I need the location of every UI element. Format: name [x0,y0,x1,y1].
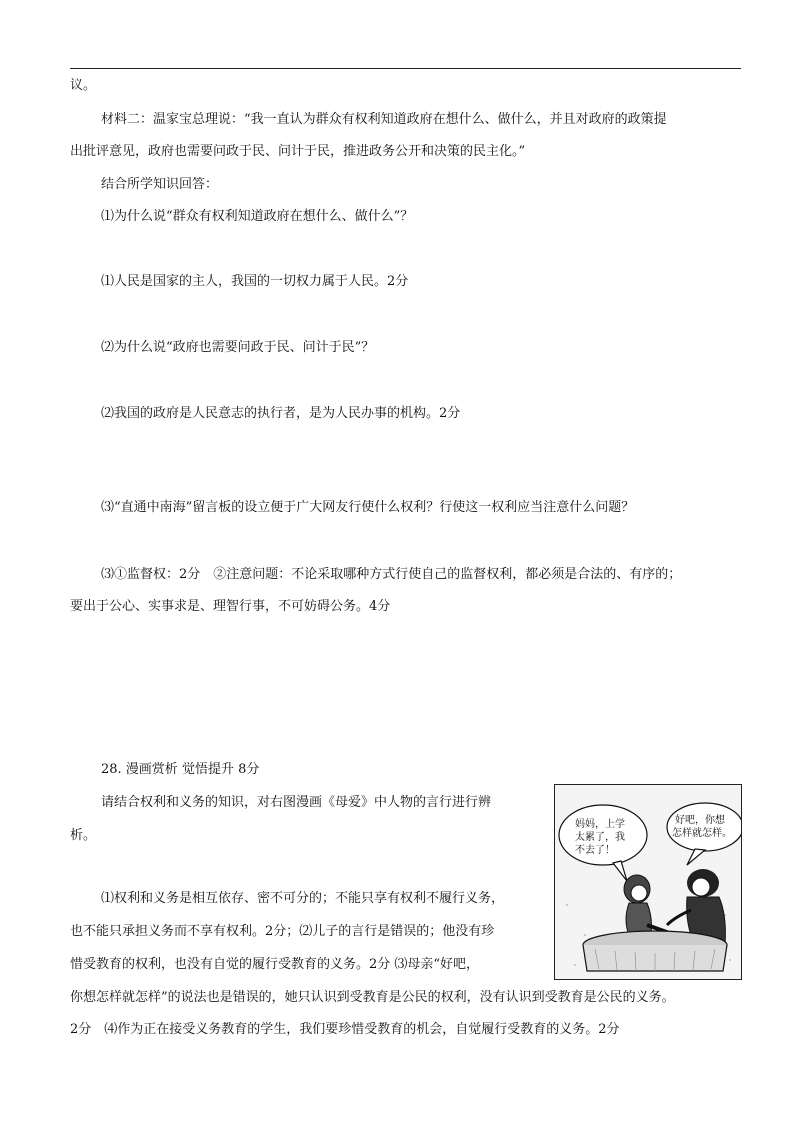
answer-28-line-2: 也不能只承担义务而不享有权利。2分；⑵儿子的言行是错误的；他没有珍 [70,924,495,939]
question-28-prompt-end: 析。 [70,828,97,843]
answer-28-line-3: 惜受教育的权利，也没有自觉的履行受教育的义务。2分 ⑶母亲“好吧， [70,957,480,972]
mother-speech-line-1: 好吧，你想 [675,815,725,826]
answer-1: ⑴人民是国家的主人，我国的一切权力属于人民。2分 [101,274,409,289]
answer-3-line-2: 要出于公心、实事求是、理智行事，不可妨碍公务。4分 [70,599,391,614]
answer-2: ⑵我国的政府是人民意志的执行者，是为人民办事的机构。2分 [101,406,461,421]
header-rule [70,68,741,69]
answer-28-line-1: ⑴权利和义务是相互依存、密不可分的；不能只享有权利不履行义务， [101,891,505,906]
question-28-prompt: 请结合权利和义务的知识，对右图漫画《母爱》中人物的言行进行辨 [101,795,492,810]
cartoon-illustration [555,785,741,979]
question-1: ⑴为什么说“群众有权利知道政府在想什么、做什么”？ [101,209,414,224]
cartoon-mother-love [554,784,742,980]
question-3: ⑶“直通中南海”留言板的设立便于广大网友行使什么权利？行使这一权利应当注意什么问题？ [101,500,635,515]
child-speech-line-3: 不去了！ [575,845,615,856]
text-line-continuation: 议。 [70,78,97,93]
material-two-line-1: 材料二：温家宝总理说：“我一直认为群众有权利知道政府在想什么、做什么，并且对政府的政策提 [101,112,667,127]
question-2: ⑵为什么说“政府也需要问政于民、问计于民”？ [101,340,375,355]
answer-28-line-4: 你想怎样就怎样”的说法也是错误的，她只认识到受教育是公民的权利，没有认识到受教育是公民的义务。 [70,990,675,1005]
answer-instruction: 结合所学知识回答： [101,177,219,192]
material-two-line-2: 出批评意见，政府也需要问政于民、问计于民，推进政务公开和决策的民主化。” [70,144,526,159]
child-speech-line-2: 太累了，我 [575,832,625,843]
mother-speech-line-2: 怎样就怎样。 [672,828,732,839]
question-28-heading: 28. 漫画赏析 觉悟提升 8分 [101,762,260,777]
answer-28-line-5: 2分 ⑷作为正在接受义务教育的学生，我们要珍惜受教育的机会，自觉履行受教育的义务。2分 [70,1022,620,1037]
answer-3-line-1: ⑶①监督权：2分 ②注意问题：不论采取哪种方式行使自己的监督权利，都必须是合法的、有序的； [101,567,682,582]
child-speech-line-1: 妈妈，上学 [575,819,625,830]
